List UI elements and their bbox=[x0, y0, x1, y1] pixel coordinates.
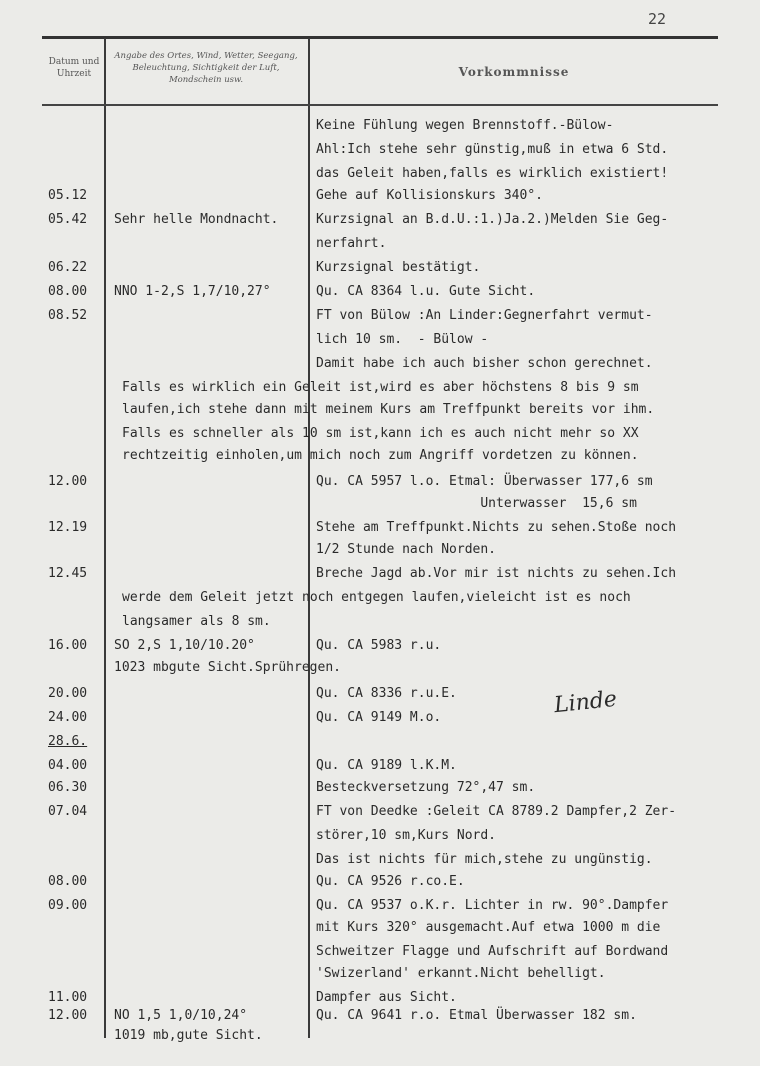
entry-event: Stehe am Treffpunkt.Nichts zu sehen.Stoße noch bbox=[316, 520, 677, 535]
entry-event-wide: rechtzeitig einholen,um mich noch zum Angriff vordetzen zu können. bbox=[122, 448, 639, 463]
entry-event: FT von Deedke :Geleit CA 8789.2 Dampfer,2 Zer- bbox=[316, 804, 677, 819]
entry-event: nerfahrt. bbox=[316, 236, 387, 251]
entry-event: Qu. CA 9641 r.o. Etmal Überwasser 182 sm. bbox=[316, 1008, 637, 1023]
entry-time: 09.00 bbox=[48, 898, 88, 913]
entry-time: 12.00 bbox=[48, 474, 88, 489]
entry-event-wide: langsamer als 8 sm. bbox=[122, 614, 271, 629]
entry-event: Das ist nichts für mich,stehe zu ungünstig. bbox=[316, 852, 653, 867]
page-number: 22 bbox=[648, 10, 667, 28]
entry-time: 24.00 bbox=[48, 710, 88, 725]
entry-event-wide: laufen,ich stehe dann mit meinem Kurs am Treffpunkt bereits vor ihm. bbox=[122, 402, 655, 417]
entry-event: Ahl:Ich stehe sehr günstig,muß in etwa 6 Std. bbox=[316, 142, 669, 157]
header-events-column: Vorkommnisse bbox=[458, 65, 570, 79]
entry-time: 28.6. bbox=[48, 734, 88, 749]
entry-event-wide: werde dem Geleit jetzt noch entgegen laufen,vieleicht ist es noch bbox=[122, 590, 631, 605]
entry-event: Qu. CA 9149 M.o. bbox=[316, 710, 442, 725]
entry-time: 12.45 bbox=[48, 566, 88, 581]
entry-time: 11.00 bbox=[48, 990, 88, 1005]
entry-time: 06.30 bbox=[48, 780, 88, 795]
entry-time: 06.22 bbox=[48, 260, 88, 275]
entry-time: 05.12 bbox=[48, 188, 88, 203]
entry-event: Qu. CA 9189 l.K.M. bbox=[316, 758, 457, 773]
signature: Linde bbox=[552, 686, 619, 719]
entry-event: Breche Jagd ab.Vor mir ist nichts zu sehen.Ich bbox=[316, 566, 677, 581]
entry-place-weather: NO 1,5 1,0/10,24° bbox=[114, 1008, 248, 1023]
entry-event: Qu. CA 9537 o.K.r. Lichter in rw. 90°.Dampfer bbox=[316, 898, 669, 913]
entry-place-weather: 1019 mb,gute Sicht. bbox=[114, 1028, 263, 1043]
entry-time: 08.00 bbox=[48, 874, 88, 889]
entry-time: 12.19 bbox=[48, 520, 88, 535]
entry-event: Gehe auf Kollisionskurs 340°. bbox=[316, 188, 543, 203]
entry-place-weather: Sehr helle Mondnacht. bbox=[114, 212, 279, 227]
entry-event: Besteckversetzung 72°,47 sm. bbox=[316, 780, 536, 795]
entry-event: Kurzsignal an B.d.U.:1.)Ja.2.)Melden Sie Geg- bbox=[316, 212, 669, 227]
entry-time: 04.00 bbox=[48, 758, 88, 773]
entry-time: 12.00 bbox=[48, 1008, 88, 1023]
entry-event: 'Swizerland' erkannt.Nicht behelligt. bbox=[316, 966, 606, 981]
top-rule bbox=[42, 36, 718, 39]
entry-time: 08.52 bbox=[48, 308, 88, 323]
entry-event: Dampfer aus Sicht. bbox=[316, 990, 457, 1005]
entry-event: mit Kurs 320° ausgemacht.Auf etwa 1000 m die bbox=[316, 920, 661, 935]
entry-event-wide: Falls es wirklich ein Geleit ist,wird es aber höchstens 8 bis 9 sm bbox=[122, 380, 639, 395]
header-rule bbox=[42, 104, 718, 106]
entry-event: das Geleit haben,falls es wirklich existiert! bbox=[316, 166, 669, 181]
entry-event: Qu. CA 9526 r.co.E. bbox=[316, 874, 465, 889]
entry-time: 07.04 bbox=[48, 804, 88, 819]
entry-time: 20.00 bbox=[48, 686, 88, 701]
column-divider-place bbox=[308, 38, 310, 1038]
entry-event-wide: Falls es schneller als 10 sm ist,kann ich es auch nicht mehr so XX bbox=[122, 426, 639, 441]
header-place-column: Angabe des Ortes, Wind, Wetter, Seegang, Beleuchtung, Sichtigkeit der Luft, Mondschein usw. bbox=[114, 51, 298, 85]
entry-event: Damit habe ich auch bisher schon gerechnet. bbox=[316, 356, 653, 371]
column-divider-date bbox=[104, 38, 106, 1038]
entry-event: FT von Bülow :An Linder:Gegnerfahrt vermut- bbox=[316, 308, 653, 323]
entry-event: Keine Fühlung wegen Brennstoff.-Bülow- bbox=[316, 118, 614, 133]
header-date-column: Datum und Uhrzeit bbox=[48, 57, 100, 79]
entry-event: Kurzsignal bestätigt. bbox=[316, 260, 481, 275]
entry-event: lich 10 sm. - Bülow - bbox=[316, 332, 489, 347]
entry-event: 1/2 Stunde nach Norden. bbox=[316, 542, 497, 557]
entry-place-weather: SO 2,S 1,10/10.20° bbox=[114, 638, 255, 653]
entry-event: Qu. CA 8364 l.u. Gute Sicht. bbox=[316, 284, 536, 299]
entry-time: 16.00 bbox=[48, 638, 88, 653]
entry-place-weather: NNO 1-2,S 1,7/10,27° bbox=[114, 284, 271, 299]
entry-place-weather: 1023 mbgute Sicht.Sprühregen. bbox=[114, 660, 341, 675]
entry-time: 08.00 bbox=[48, 284, 88, 299]
entry-event: Qu. CA 8336 r.u.E. bbox=[316, 686, 457, 701]
entry-event: Schweitzer Flagge und Aufschrift auf Bordwand bbox=[316, 944, 669, 959]
entry-event: Unterwasser 15,6 sm bbox=[316, 496, 637, 511]
entry-event: Qu. CA 5983 r.u. bbox=[316, 638, 442, 653]
entry-event: Qu. CA 5957 l.o. Etmal: Überwasser 177,6 sm bbox=[316, 474, 653, 489]
entry-time: 05.42 bbox=[48, 212, 88, 227]
entry-event: störer,10 sm,Kurs Nord. bbox=[316, 828, 497, 843]
